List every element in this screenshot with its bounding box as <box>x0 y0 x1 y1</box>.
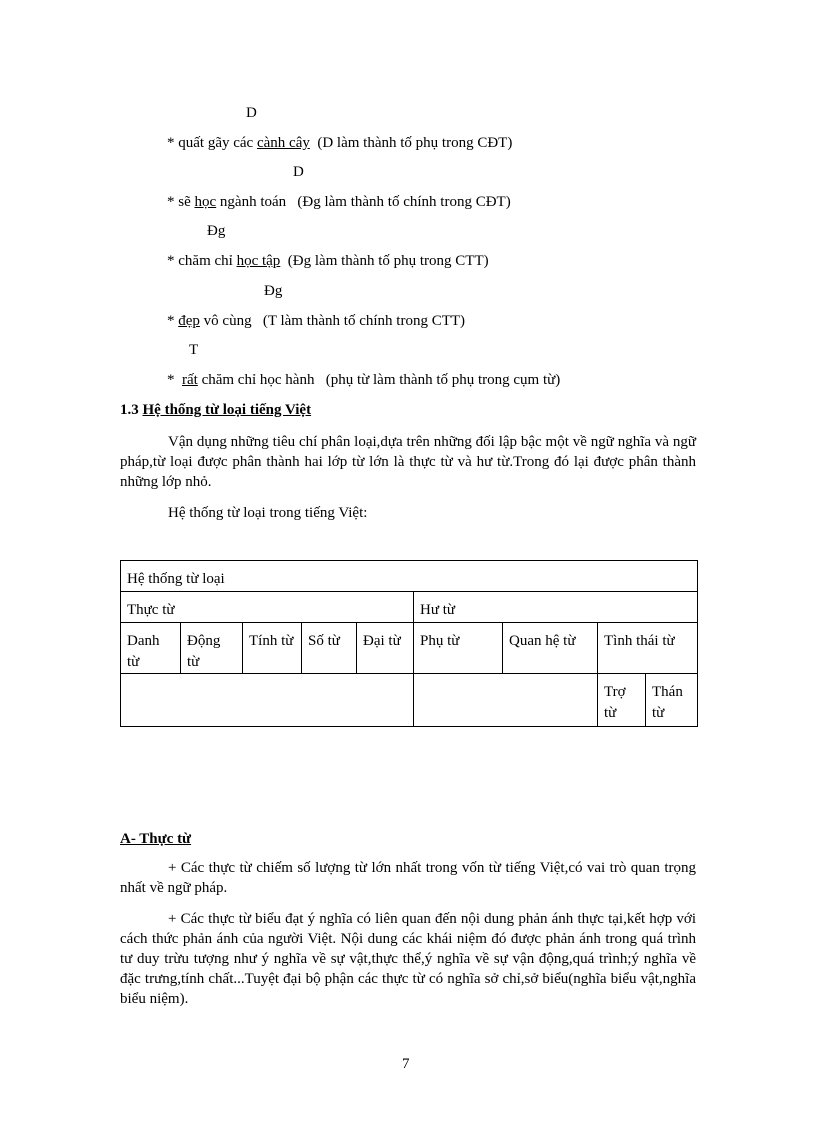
example-text: ngành toán <box>219 194 287 210</box>
example-note: (T làm thành tố chính trong CTT) <box>262 313 466 329</box>
page-number: 7 <box>402 1056 410 1072</box>
underlined-word: học <box>194 194 217 210</box>
table-cell: Danh từ <box>121 623 181 674</box>
underlined-word: học tập <box>236 253 281 269</box>
example-text: vô cùng <box>203 313 252 329</box>
table-cell: Thán từ <box>646 674 698 727</box>
marker-label: D <box>293 164 304 180</box>
example-text: chăm chỉ học hành <box>201 372 315 388</box>
bullet: * <box>167 372 175 388</box>
section-a-paragraph-2 <box>120 909 696 1009</box>
table-cell: Số từ <box>302 623 357 674</box>
bullet: * <box>167 194 175 210</box>
bullet: * <box>167 253 175 269</box>
table-intro: Hệ thống từ loại trong tiếng Việt: <box>168 505 368 521</box>
section-number: 1.3 <box>120 402 139 418</box>
section-heading <box>120 401 311 419</box>
table-cell: Phụ từ <box>414 623 503 674</box>
example-note: (D làm thành tố phụ trong CĐT) <box>317 135 513 151</box>
marker-label: Đg <box>207 223 226 239</box>
table-cell: Đại từ <box>357 623 414 674</box>
marker-label: D <box>246 105 257 121</box>
underlined-word: đẹp <box>178 313 200 329</box>
paragraph-text: + Các thực từ biểu đạt ý nghĩa có liên quan đến nội dung phản ánh thực tại,kết hợp với cách thức phản ánh của người Việt. Nội dung các khái niệm đó được phản ánh trong quá trình tư duy trừu tượng như ý nghĩa về sự vật,thực thể,ý nghĩa về sự vận động,quá trình;ý nghĩa về đặc trưng,tính chất...Tuyệt đại bộ phận các thực từ có nghĩa sở chỉ,sở biểu(nghĩa biểu vật,nghĩa biểu niệm). <box>120 911 696 1007</box>
marker-label: T <box>189 342 199 358</box>
example-note: (phụ từ làm thành tố phụ trong cụm từ) <box>325 372 561 388</box>
empty-cell <box>121 674 414 727</box>
bullet: * <box>167 313 175 329</box>
hu-tu-header: Hư từ <box>414 592 698 623</box>
underlined-word: cành cây <box>256 135 310 151</box>
example-line <box>167 312 465 330</box>
table-title: Hệ thống từ loại <box>121 561 698 592</box>
paragraph-text: Vận dụng những tiêu chí phân loại,dựa trên những đối lập bậc một về ngữ nghĩa và ngữ pháp,từ loại được phân thành hai lớp từ lớn là thực từ và hư từ.Trong đó lại được phân thành những lớp nhỏ. <box>120 434 696 490</box>
underlined-word: rất <box>182 372 198 388</box>
example-note: (Đg làm thành tố phụ trong CTT) <box>287 253 489 269</box>
paragraph-text: + Các thực từ chiếm số lượng từ lớn nhất trong vốn từ tiếng Việt,có vai trò quan trọng nhất về ngữ pháp. <box>120 860 696 896</box>
section-a-paragraph-1 <box>120 858 696 898</box>
bullet: * <box>167 135 175 151</box>
example-text: chăm chỉ <box>178 253 233 269</box>
example-line <box>167 252 489 270</box>
example-text: quất gãy các <box>178 135 254 151</box>
marker-label: Đg <box>264 283 283 299</box>
section-a-title: A- Thực từ <box>120 831 192 847</box>
section-paragraph <box>120 432 696 492</box>
example-text: sẽ <box>178 194 191 210</box>
empty-cell <box>414 674 598 727</box>
example-line <box>167 193 511 211</box>
table-cell: Trợ từ <box>598 674 646 727</box>
table-cell: Động từ <box>181 623 243 674</box>
section-title: Hệ thống từ loại tiếng Việt <box>142 402 312 418</box>
example-line <box>167 134 512 152</box>
example-note: (Đg làm thành tố chính trong CĐT) <box>297 194 511 210</box>
example-line <box>167 371 560 389</box>
table-cell: Tình thái từ <box>598 623 698 674</box>
word-class-table <box>120 560 698 727</box>
table-cell: Quan hệ từ <box>503 623 598 674</box>
table-cell: Tính từ <box>243 623 302 674</box>
thuc-tu-header: Thực từ <box>121 592 414 623</box>
